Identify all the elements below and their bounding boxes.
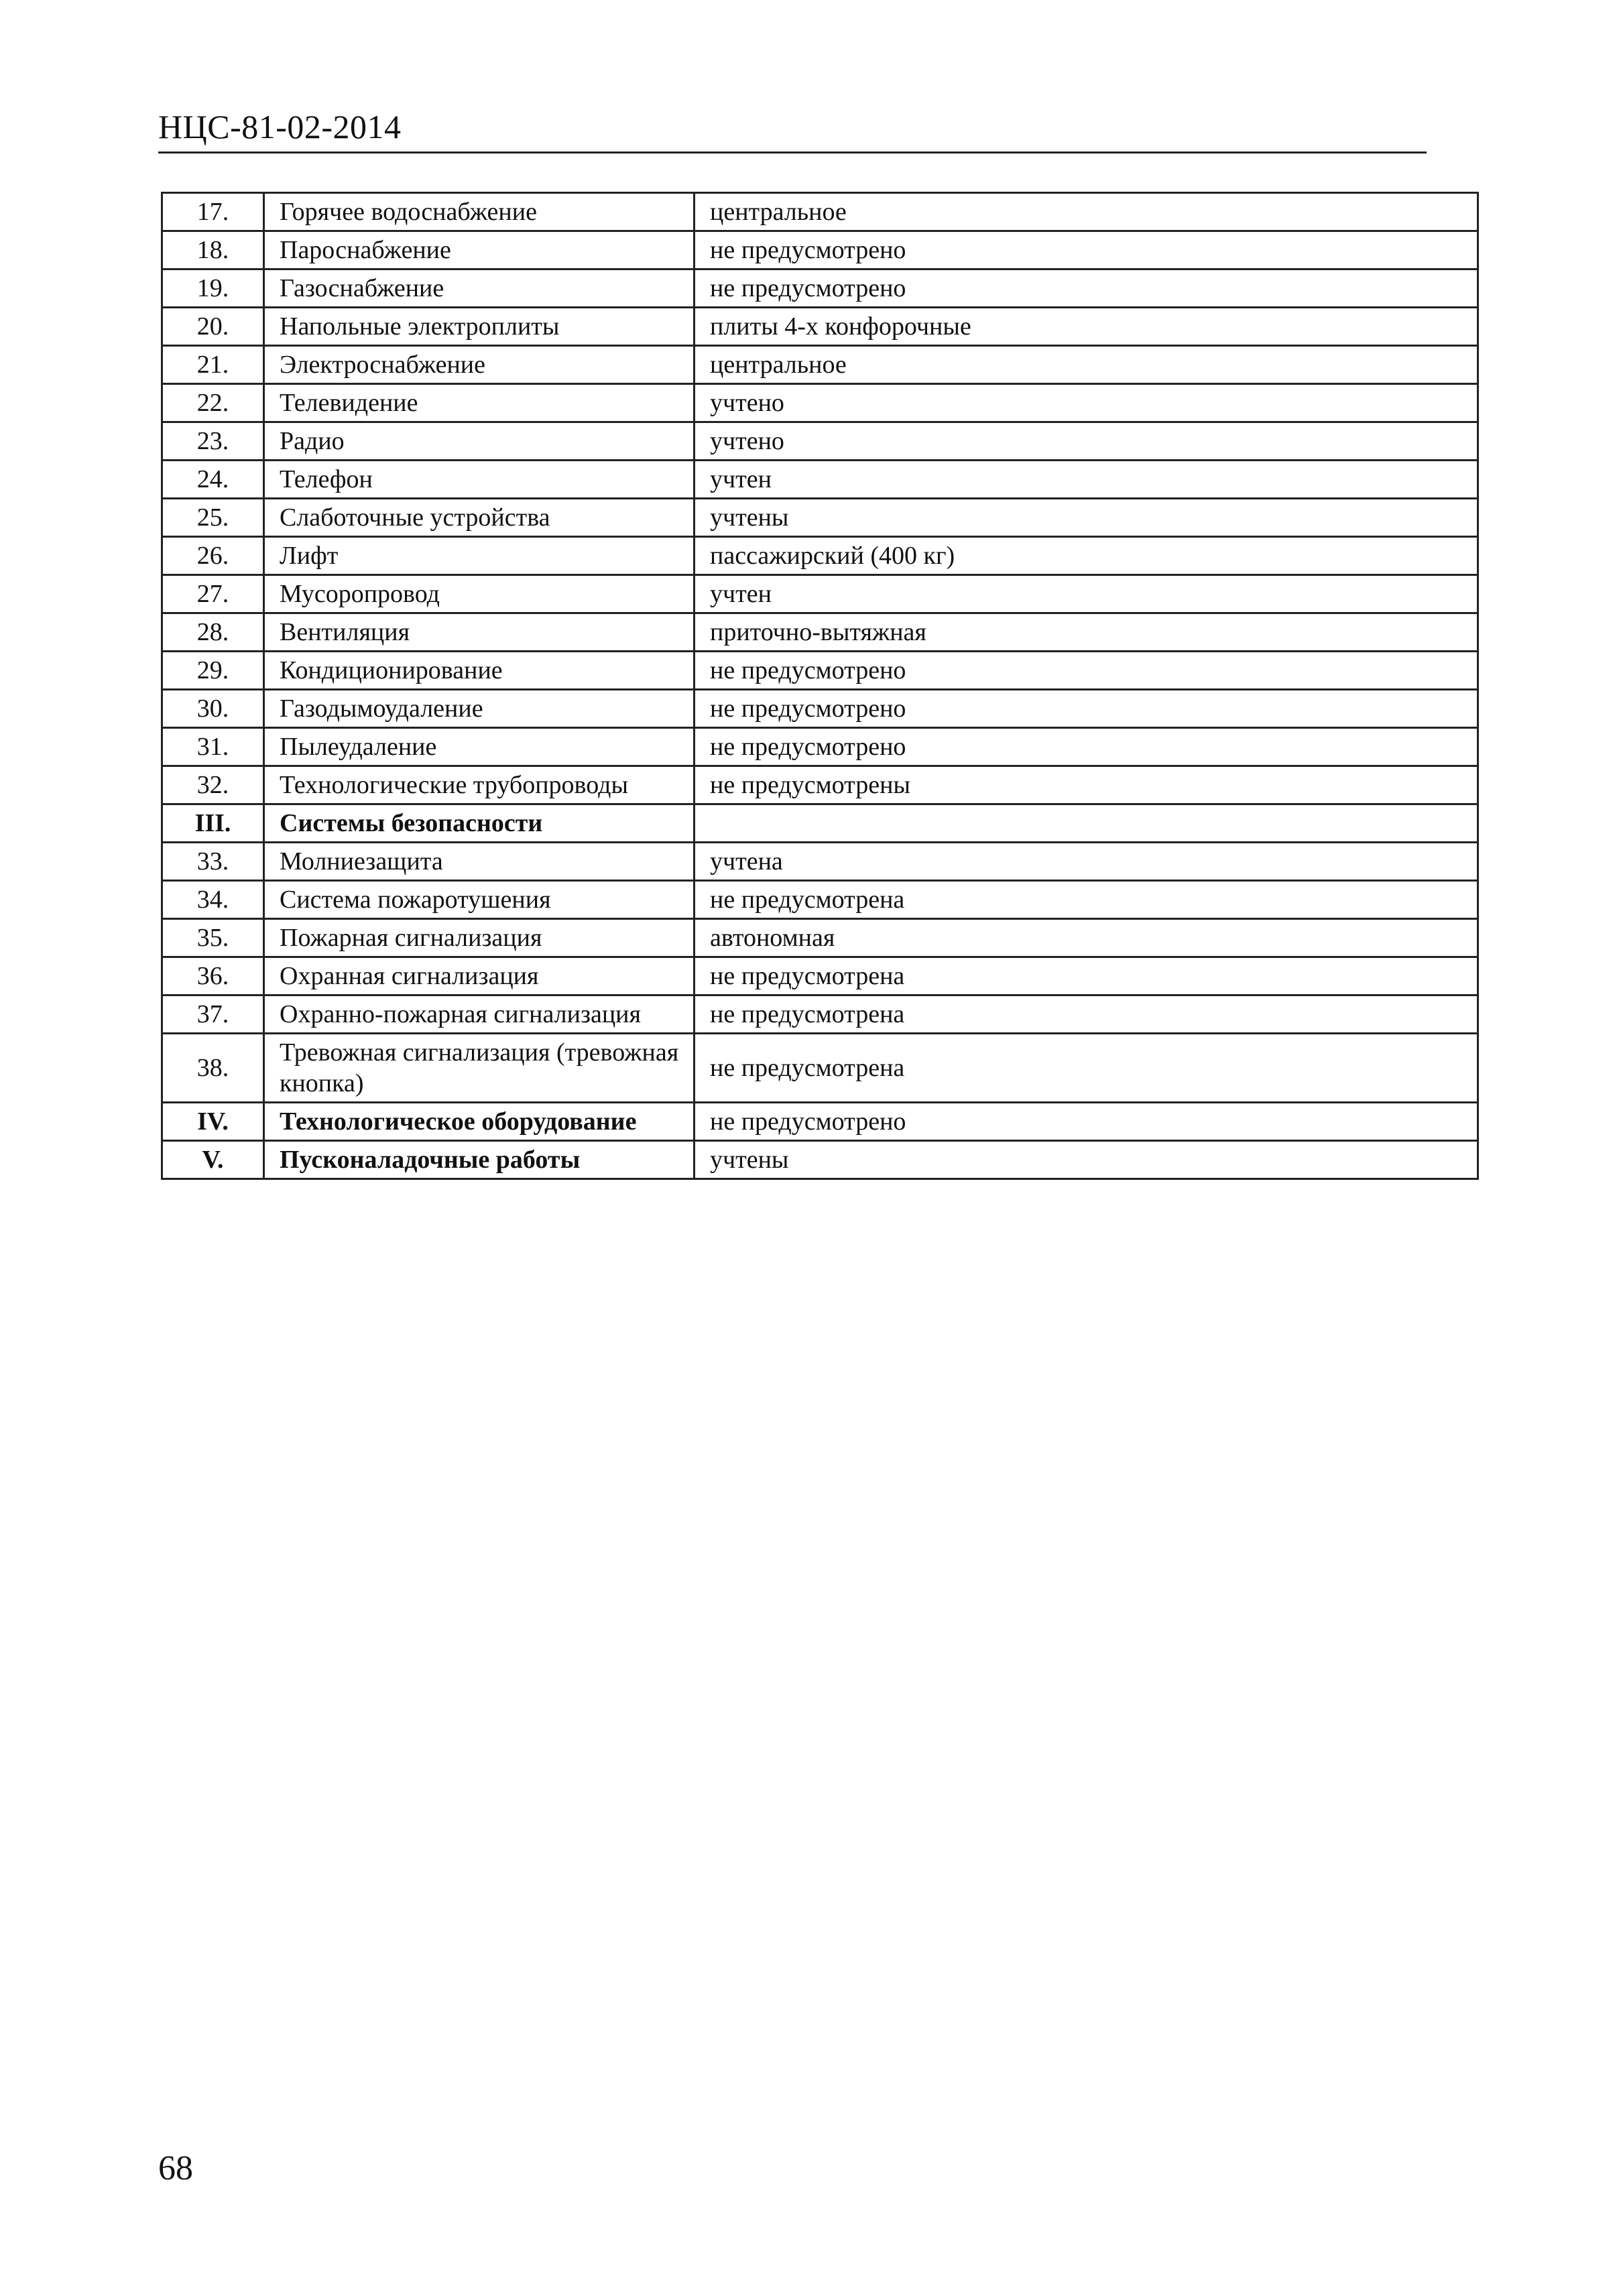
row-value: не предусмотрено [695, 690, 1478, 728]
row-value: учтены [695, 499, 1478, 537]
document-code: НЦС-81-02-2014 [158, 108, 402, 145]
section-row [162, 1141, 1478, 1179]
table-row [162, 728, 1478, 766]
row-value: учтен [695, 461, 1478, 499]
row-name: Электроснабжение [264, 346, 695, 384]
row-value: не предусмотрены [695, 766, 1478, 804]
table-row [162, 422, 1478, 461]
row-value: учтено [695, 422, 1478, 461]
row-value: пассажирский (400 кг) [695, 537, 1478, 575]
row-number: 30. [162, 690, 264, 728]
row-value: не предусмотрено [695, 1103, 1478, 1141]
row-name: Мусоропровод [264, 575, 695, 613]
row-name: Тревожная сигнализация (тревожная кнопка) [264, 1034, 695, 1103]
specification-table [161, 192, 1479, 1180]
row-value: не предусмотрено [695, 269, 1478, 308]
row-number: 38. [162, 1034, 264, 1103]
row-name: Телефон [264, 461, 695, 499]
table-row [162, 995, 1478, 1034]
table-row [162, 613, 1478, 652]
page-number: 68 [158, 2149, 193, 2187]
row-value: не предусмотрена [695, 881, 1478, 919]
row-number: 24. [162, 461, 264, 499]
section-number: V. [162, 1141, 264, 1179]
row-value: учтено [695, 384, 1478, 422]
row-name: Пожарная сигнализация [264, 919, 695, 957]
row-name: Охранно-пожарная сигнализация [264, 995, 695, 1034]
row-value: учтены [695, 1141, 1478, 1179]
table-row [162, 537, 1478, 575]
row-number: 36. [162, 957, 264, 995]
row-value: не предусмотрено [695, 728, 1478, 766]
row-name: Охранная сигнализация [264, 957, 695, 995]
table-row [162, 499, 1478, 537]
table-row [162, 957, 1478, 995]
row-name: Слаботочные устройства [264, 499, 695, 537]
row-number: 31. [162, 728, 264, 766]
row-value: плиты 4-х конфорочные [695, 308, 1478, 346]
row-number: 20. [162, 308, 264, 346]
row-number: 21. [162, 346, 264, 384]
table-row [162, 881, 1478, 919]
section-row [162, 1103, 1478, 1141]
section-row [162, 804, 1478, 843]
row-number: 35. [162, 919, 264, 957]
row-value: приточно-вытяжная [695, 613, 1478, 652]
section-number: III. [162, 804, 264, 843]
row-name: Молниезащита [264, 843, 695, 881]
row-value: центральное [695, 346, 1478, 384]
row-name: Горячее водоснабжение [264, 193, 695, 231]
table-row [162, 193, 1478, 231]
table-row [162, 231, 1478, 269]
row-number: 32. [162, 766, 264, 804]
row-number: 26. [162, 537, 264, 575]
row-name: Радио [264, 422, 695, 461]
row-value: не предусмотрено [695, 231, 1478, 269]
table-row [162, 843, 1478, 881]
header-rule [158, 152, 1427, 154]
row-number: 28. [162, 613, 264, 652]
table-row [162, 461, 1478, 499]
row-name: Вентиляция [264, 613, 695, 652]
row-name: Газодымоудаление [264, 690, 695, 728]
row-number: 25. [162, 499, 264, 537]
table-row [162, 384, 1478, 422]
row-value: центральное [695, 193, 1478, 231]
section-number: IV. [162, 1103, 264, 1141]
row-value: учтена [695, 843, 1478, 881]
table-row [162, 346, 1478, 384]
table-row [162, 919, 1478, 957]
table-row [162, 766, 1478, 804]
row-number: 33. [162, 843, 264, 881]
row-number: 27. [162, 575, 264, 613]
row-number: 19. [162, 269, 264, 308]
table-row [162, 308, 1478, 346]
row-number: 37. [162, 995, 264, 1034]
table-row [162, 690, 1478, 728]
row-value: автономная [695, 919, 1478, 957]
row-name: Пароснабжение [264, 231, 695, 269]
row-number: 18. [162, 231, 264, 269]
row-value: учтен [695, 575, 1478, 613]
row-value [695, 804, 1478, 843]
table-row [162, 269, 1478, 308]
row-name: Телевидение [264, 384, 695, 422]
row-number: 17. [162, 193, 264, 231]
section-title: Технологическое оборудование [264, 1103, 695, 1141]
row-number: 29. [162, 652, 264, 690]
row-value: не предусмотрено [695, 652, 1478, 690]
row-name: Лифт [264, 537, 695, 575]
row-value: не предусмотрена [695, 1034, 1478, 1103]
row-name: Кондиционирование [264, 652, 695, 690]
row-number: 23. [162, 422, 264, 461]
row-number: 34. [162, 881, 264, 919]
table-row [162, 1034, 1478, 1103]
row-name: Пылеудаление [264, 728, 695, 766]
row-number: 22. [162, 384, 264, 422]
row-value: не предусмотрена [695, 957, 1478, 995]
row-value: не предусмотрена [695, 995, 1478, 1034]
section-title: Системы безопасности [264, 804, 695, 843]
table-row [162, 652, 1478, 690]
section-title: Пусконаладочные работы [264, 1141, 695, 1179]
row-name: Напольные электроплиты [264, 308, 695, 346]
row-name: Система пожаротушения [264, 881, 695, 919]
row-name: Газоснабжение [264, 269, 695, 308]
row-name: Технологические трубопроводы [264, 766, 695, 804]
table-row [162, 575, 1478, 613]
